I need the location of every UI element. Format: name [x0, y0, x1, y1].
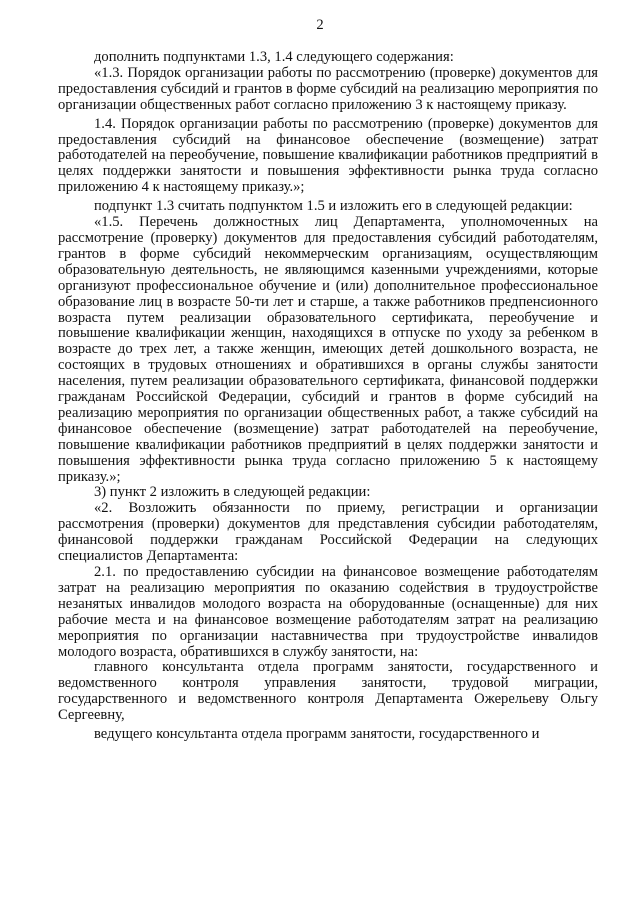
- document-body: [58, 50, 598, 743]
- paragraph-intro: дополнить подпунктами 1.3, 1.4 следующего содержания:: [94, 49, 454, 65]
- paragraph-point-3: 3) пункт 2 изложить в следующей редакции:: [94, 484, 371, 501]
- page-number: 2: [316, 17, 324, 33]
- paragraph-1-4: 1.4. Порядок организации работы по рассмотрению (проверке) документов для предоставления субсидий на финансовое обеспечение (возмещение) затрат работодателей на переобучение, повышение квалификации работников предприятий в целях поддержки занятости и повышения эффективности рынка труда согласно приложению 4 к настоящему приказу.»;: [58, 115, 598, 196]
- paragraph-1-5: «1.5. Перечень должностных лиц Департамента, уполномоченных на рассмотрение (проверку) документов для предоставления субсидий работодателям, грантов в форме субсидий некоммерческим организациям, осуществляющим образовательную деятельность, не являющимся казенными учреждениями, которые организуют профессиональное обучение и (или) дополнительное профессиональное образование лиц в возрасте 50-ти лет и старше, а также работников предпенсионного возраста путем реализации образовательного сертификата, переобучение и повышение квалификации женщин, находящихся в отпуске по уходу за ребенком в возрасте до трех лет, а также женщин, имеющих детей дошкольного возраста, не состоящих в трудовых отношениях и обратившихся в органы службы занятости населения, путем реализации образовательного сертификата, финансовой поддержки гражданам Российской Федерации, субсидий и грантов в форме субсидий на реализацию мероприятия по организации общественных работ, а также субсидий на финансовое обеспечение (возмещение) затрат работодателей на переобучение, повышение квалификации работников предприятий в целях поддержки занятости и повышения эффективности рынка труда согласно приложению 5 к настоящему приказу.»;: [58, 214, 598, 485]
- paragraph-1-3: «1.3. Порядок организации работы по рассмотрению (проверке) документов для предоставления субсидий и грантов в форме субсидий на реализацию мероприятия по организации общественных работ согласно приложению 3 к настоящему приказу.: [58, 64, 598, 113]
- paragraph-lead-consultant: ведущего консультанта отдела программ занятости, государственного и: [94, 726, 540, 743]
- paragraph-2: «2. Возложить обязанности по приему, регистрации и организации рассмотрения (проверки) документов для представления субсидии работодателям, финансовой поддержки гражданам Российской Федерации на следующих специалистов Департамента:: [58, 500, 598, 565]
- paragraph-subpoint-rename: подпункт 1.3 считать подпунктом 1.5 и изложить его в следующей редакции:: [94, 198, 573, 215]
- paragraph-2-1: 2.1. по предоставлению субсидии на финансовое возмещение работодателям затрат на реализацию мероприятия по оказанию содействия в трудоустройстве незанятых инвалидов молодого возраста на оборудованные (оснащенные) для них рабочие места и на финансовое возмещение работодателям затрат на реализацию мероприятия по организации наставничества при трудоустройстве инвалидов молодого возраста, обратившихся в службу занятости, на:: [58, 564, 598, 660]
- paragraph-chief-consultant: главного консультанта отдела программ занятости, государственного и ведомственного контроля управления занятости, трудовой миграции, государственного и ведомственного контроля Департамента Ожерельеву Ольгу Сергеевну,: [58, 659, 598, 724]
